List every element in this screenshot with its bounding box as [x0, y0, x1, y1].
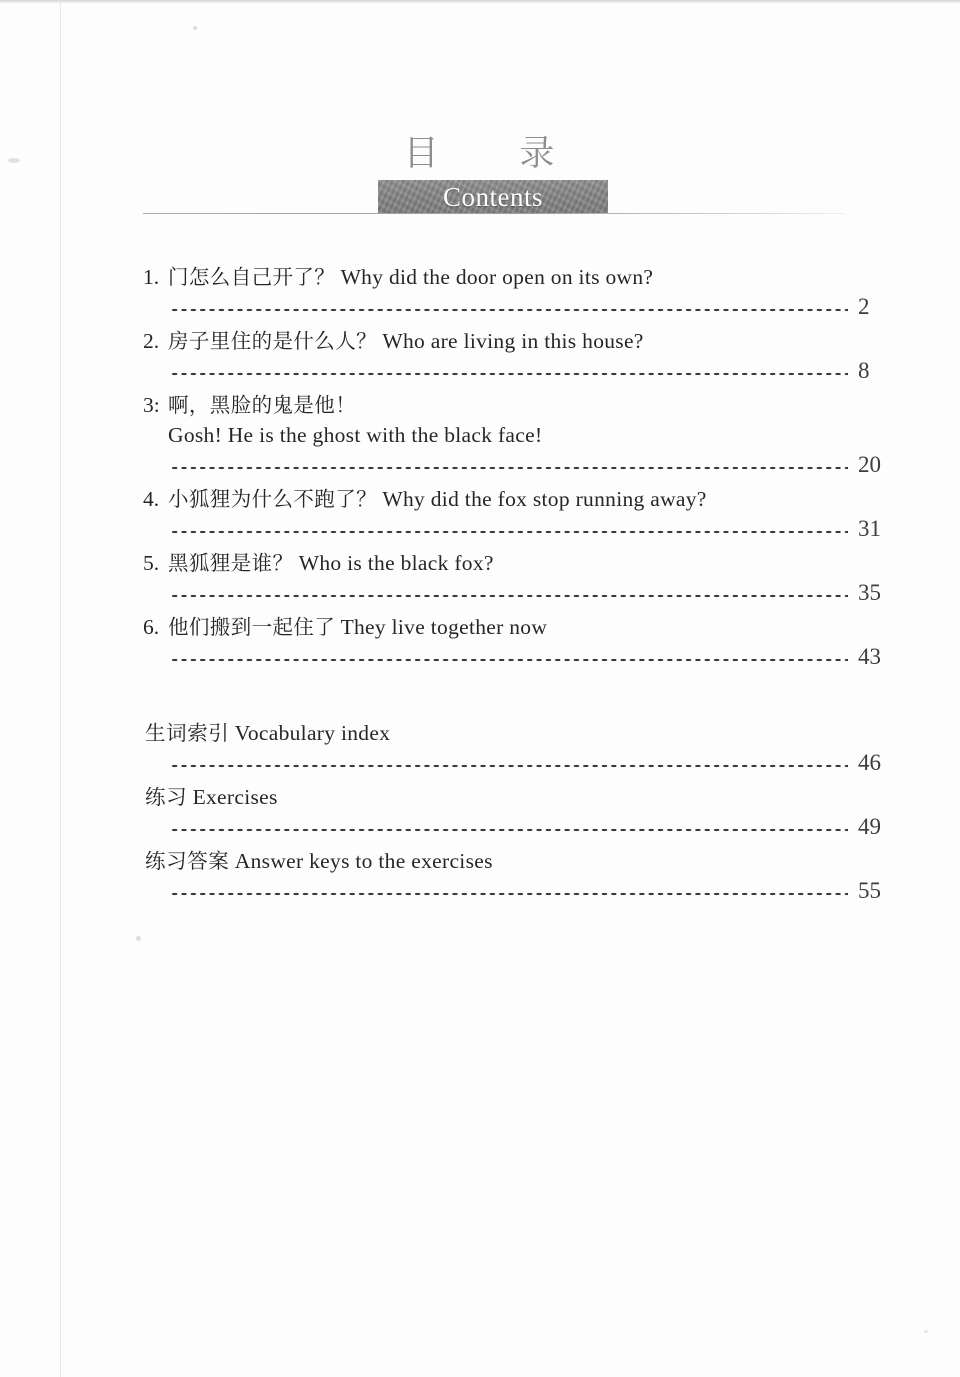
toc-entry-title-english: They live together now	[340, 615, 548, 639]
toc-leader-row	[170, 642, 881, 676]
toc-entry-subtitle-english: Gosh! He is the ghost with the black face!	[168, 423, 543, 447]
toc-entry-title	[0, 548, 960, 578]
toc-entry[interactable]	[0, 846, 960, 910]
contents-banner-label: Contents	[442, 181, 543, 212]
leader-dots	[170, 466, 848, 470]
toc-entry-title-english: Why did the fox stop running away?	[382, 487, 707, 511]
toc-entry-title-chinese: 练习	[145, 785, 188, 809]
toc-entry-title-english: Exercises	[192, 785, 278, 809]
toc-leader-row	[170, 356, 870, 390]
toc-entry-title-english: Who are living in this house?	[382, 329, 644, 353]
toc-page-number: 55	[858, 878, 881, 903]
toc-entry-title-chinese: 他们搬到一起住了	[168, 615, 336, 639]
toc-leader-row	[170, 450, 881, 484]
toc-entry[interactable]	[0, 612, 960, 676]
toc-back-matter-list	[0, 718, 960, 910]
toc-page-number: 8	[858, 358, 870, 383]
toc-page-number: 31	[858, 516, 881, 541]
toc-entry-title-chinese: 小狐狸为什么不跑了？	[168, 487, 377, 511]
toc-entry-title	[0, 782, 960, 812]
toc-entry-title	[0, 612, 960, 642]
toc-entry-number: 6.	[143, 615, 160, 639]
toc-entry-title	[0, 846, 960, 876]
leader-dots	[170, 892, 848, 896]
toc-entry-title-chinese: 啊，黑脸的鬼是他！	[168, 393, 357, 417]
toc-entry-title	[0, 262, 960, 292]
toc-entry-title	[0, 718, 960, 748]
toc-entry-title-chinese: 生词索引	[145, 721, 230, 745]
toc-leader-row	[170, 812, 881, 846]
page-header	[0, 132, 960, 224]
toc-entry-title-chinese: 房子里住的是什么人？	[168, 329, 377, 353]
toc-entry[interactable]	[0, 718, 960, 782]
leader-dots	[170, 594, 848, 598]
toc-page-number: 2	[858, 294, 870, 319]
leader-dots	[170, 764, 848, 768]
toc-entry-title-chinese: 门怎么自己开了？	[168, 265, 336, 289]
toc-entry-title	[0, 326, 960, 356]
toc-page-number: 49	[858, 814, 881, 839]
toc-entry-number: 2.	[143, 329, 160, 353]
toc-entry-title-chinese: 练习答案	[145, 849, 230, 873]
leader-dots	[170, 828, 848, 832]
toc-entry-number: 3:	[143, 393, 160, 417]
toc-entry-list	[0, 262, 960, 676]
toc-entry[interactable]	[0, 782, 960, 846]
toc-entry[interactable]	[0, 484, 960, 548]
toc-leader-row	[170, 876, 881, 910]
toc-entry[interactable]	[0, 262, 960, 326]
toc-entry[interactable]	[0, 548, 960, 612]
leader-dots	[170, 658, 848, 662]
toc-leader-row	[170, 514, 881, 548]
scan-speck-artifact	[136, 936, 141, 941]
toc-entry-title-english: Who is the black fox?	[298, 551, 494, 575]
toc-leader-row	[170, 748, 881, 782]
toc-page-number: 46	[858, 750, 881, 775]
toc-entry[interactable]	[0, 390, 960, 484]
toc-entry-number: 4.	[143, 487, 160, 511]
header-divider-rule	[143, 213, 845, 214]
toc-entry-number: 1.	[143, 265, 160, 289]
toc-page-number: 43	[858, 644, 881, 669]
leader-dots	[170, 530, 848, 534]
contents-banner	[378, 180, 608, 213]
toc-entry-title-english: Vocabulary index	[234, 721, 391, 745]
toc-leader-row	[170, 292, 870, 326]
toc-entry[interactable]	[0, 326, 960, 390]
toc-entry-title	[0, 484, 960, 514]
toc-page-number: 35	[858, 580, 881, 605]
toc-entry-title-chinese: 黑狐狸是谁？	[168, 551, 294, 575]
leader-dots	[170, 372, 848, 376]
toc-entry-title-english: Why did the door open on its own?	[340, 265, 654, 289]
table-of-contents	[0, 262, 960, 910]
toc-entry-number: 5.	[143, 551, 160, 575]
toc-entry-title-english: Answer keys to the exercises	[234, 849, 493, 873]
scan-speck-artifact	[924, 1330, 928, 1333]
leader-dots	[170, 308, 848, 312]
toc-entry-title	[0, 390, 960, 420]
toc-leader-row	[170, 578, 881, 612]
toc-page-number: 20	[858, 452, 881, 477]
scan-speck-artifact	[193, 26, 197, 30]
page-title-chinese: 目 录	[403, 134, 557, 174]
scan-top-edge-artifact	[0, 0, 960, 3]
